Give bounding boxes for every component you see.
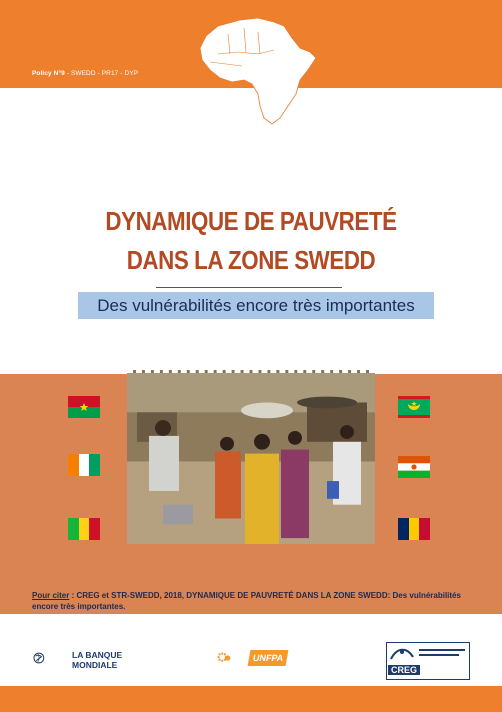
creg-logo-text: CREG: [388, 665, 420, 675]
market-photo: [127, 370, 375, 544]
niger-flag: [398, 456, 430, 478]
world-bank-line2: MONDIALE: [72, 660, 118, 670]
main-title-line1: DYNAMIQUE DE PAUVRETÉ: [105, 206, 397, 236]
citation-text: : CREG et STR-SWEDD, 2018, DYNAMIQUE DE PAUVRETÉ DANS LA ZONE SWEDD: Des vulnérabilités encore très importantes.: [32, 591, 461, 611]
creg-emblem-icon: [387, 643, 469, 665]
citation-label: Pour citer: [32, 591, 70, 600]
world-bank-logo-text: [72, 650, 122, 670]
subtitle: Des vulnérabilités encore très importantes: [78, 292, 434, 319]
policy-code: - SWEDD - PR17 - DYP: [64, 70, 139, 77]
policy-number: [32, 70, 138, 77]
unfpa-dots-icon: [216, 644, 250, 672]
bottom-footer-band: [0, 686, 502, 712]
burkina-faso-flag: [68, 396, 100, 418]
main-title-line2: DANS LA ZONE SWEDD: [126, 245, 376, 275]
cote-divoire-flag: [68, 454, 100, 476]
unfpa-logo-text: UNFPA: [248, 650, 289, 666]
mali-flag: [68, 518, 100, 540]
mauritania-flag: [398, 396, 430, 418]
africa-map-icon: [188, 14, 328, 134]
chad-flag: [398, 518, 430, 540]
world-bank-line1: LA BANQUE: [72, 650, 123, 660]
world-bank-globe-icon: [33, 640, 69, 676]
policy-main: Policy N°9: [32, 70, 65, 77]
title-divider: [156, 287, 342, 288]
citation: [32, 590, 472, 612]
